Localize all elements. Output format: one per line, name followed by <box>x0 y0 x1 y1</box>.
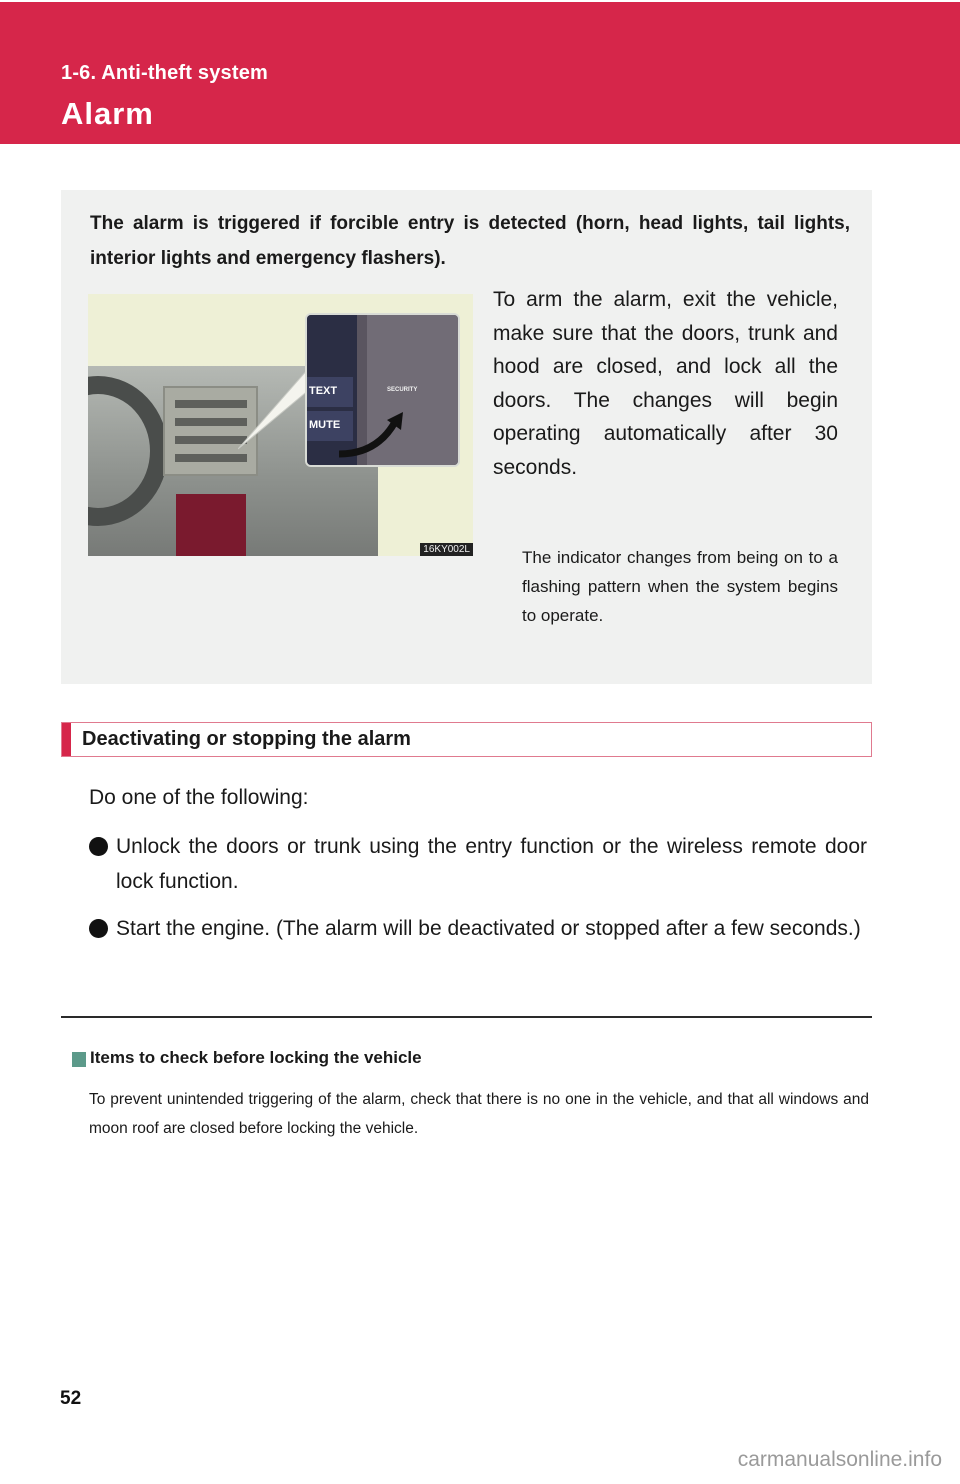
note-title <box>72 1048 422 1068</box>
header-band <box>0 2 960 144</box>
page-number: 52 <box>60 1388 82 1409</box>
shifter-panel-shape <box>176 494 246 556</box>
note-body: To prevent unintended triggering of the alarm, check that there is no one in the vehicle, and that all windows and moon roof are closed before locking the vehicle. <box>89 1091 869 1137</box>
section-heading <box>61 722 872 757</box>
list-item <box>89 829 867 899</box>
section-breadcrumb: 1-6. Anti-theft system <box>61 62 269 84</box>
bullet-icon <box>89 919 108 938</box>
section-lead: Do one of the following: <box>89 786 309 809</box>
intro-box <box>61 190 872 684</box>
figure-code: 16KY002L <box>420 543 473 556</box>
bullet-icon <box>89 837 108 856</box>
list-item <box>89 911 867 946</box>
note-title-text: Items to check before locking the vehicle <box>90 1048 422 1067</box>
curved-arrow-icon <box>337 410 407 460</box>
divider <box>61 1016 872 1018</box>
text-button-graphic: TEXT <box>307 377 353 407</box>
watermark: carmanualsonline.info <box>737 1448 942 1471</box>
page-title: Alarm <box>61 96 154 131</box>
list-item-text: Start the engine. (The alarm will be deactivated or stopped after a few seconds.) <box>116 917 861 940</box>
intro-note: The indicator changes from being on to a flashing pattern when the system begins to operate. <box>522 548 838 625</box>
mute-button-graphic: MUTE <box>307 411 353 441</box>
heading-accent-bar <box>62 723 71 756</box>
section-heading-label: Deactivating or stopping the alarm <box>82 728 411 750</box>
intro-lead: The alarm is triggered if forcible entry is detected (horn, head lights, tail lights, interior lights and emergency flashers). <box>90 213 850 269</box>
list-item-text: Unlock the doors or trunk using the entry function or the wireless remote door lock function. <box>116 835 867 893</box>
dashboard-illustration <box>88 294 473 556</box>
intro-body: To arm the alarm, exit the vehicle, make sure that the doors, trunk and hood are closed, and lock all the doors. The changes will begin operating automatically after 30 seconds. <box>493 288 838 479</box>
square-bullet-icon <box>72 1052 86 1067</box>
security-indicator-label: SECURITY <box>387 387 418 393</box>
security-indicator-inset <box>305 313 460 467</box>
